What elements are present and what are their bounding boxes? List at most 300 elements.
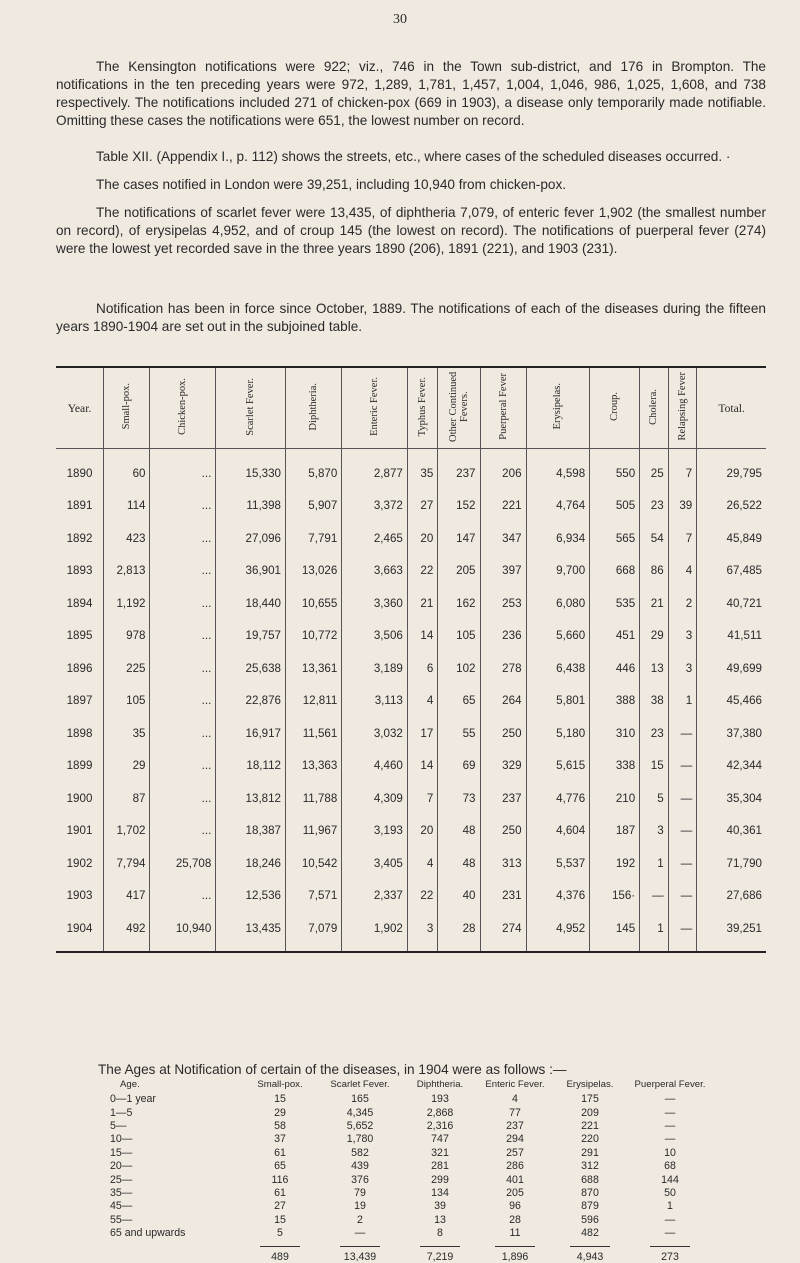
- ages-header-enteric-fever: Enteric Fever.: [485, 1079, 545, 1090]
- table-cell: 446: [590, 652, 640, 685]
- header-puerperal-fever: Puerperal Fever: [480, 367, 526, 449]
- ages-row: [110, 1173, 710, 1186]
- ages-cell: 8: [437, 1227, 443, 1240]
- ages-cell: 28: [509, 1213, 521, 1226]
- ages-row: [110, 1226, 710, 1239]
- table-cell: 11,398: [216, 490, 286, 523]
- header-year: Year.: [56, 367, 104, 449]
- table-cell: 668: [590, 555, 640, 588]
- table-cell: 4,604: [526, 815, 590, 848]
- table-cell: 29: [640, 620, 669, 653]
- ages-cell: 401: [506, 1173, 524, 1186]
- ages-header-age: Age.: [120, 1079, 140, 1090]
- ages-cell: 77: [509, 1106, 521, 1119]
- table-cell: 2,337: [342, 880, 408, 913]
- table-cell: 5,180: [526, 717, 590, 750]
- ages-cell: —: [664, 1213, 676, 1226]
- table-cell: ...: [150, 750, 216, 783]
- ages-total-cell: [630, 1240, 710, 1263]
- table-cell: 550: [590, 449, 640, 490]
- year-cell: 1901: [66, 824, 93, 838]
- header-erysipelas: Erysipelas.: [526, 367, 590, 449]
- table-cell: 221: [480, 490, 526, 523]
- table-cell: 40,361: [697, 815, 766, 848]
- table-cell: 23: [640, 490, 669, 523]
- year-cell: 1897: [66, 694, 93, 708]
- table-cell: 3,032: [342, 717, 408, 750]
- table-cell: 20: [407, 522, 437, 555]
- ages-header-small-pox: Small-pox.: [257, 1079, 303, 1090]
- table-row: [56, 652, 766, 685]
- table-cell: 36,901: [216, 555, 286, 588]
- table-cell: 7,791: [286, 522, 342, 555]
- ages-total-cell: [550, 1240, 630, 1263]
- table-cell: 4: [407, 685, 437, 718]
- ages-cell: 257: [506, 1146, 524, 1159]
- age-label: 45—: [110, 1200, 133, 1213]
- ages-cell: 221: [581, 1119, 599, 1132]
- table-row: [56, 620, 766, 653]
- table-cell: 45,466: [697, 685, 766, 718]
- table-cell: 347: [480, 522, 526, 555]
- ages-cell: 205: [506, 1186, 524, 1199]
- table-cell: 7: [668, 449, 697, 490]
- table-cell: 13,361: [286, 652, 342, 685]
- ages-cell: 2,868: [426, 1106, 454, 1119]
- table-cell: 21: [407, 587, 437, 620]
- year-cell: 1900: [66, 791, 93, 805]
- table-cell: 28: [438, 912, 480, 952]
- table-cell: 6,438: [526, 652, 590, 685]
- ages-cell: 870: [581, 1186, 599, 1199]
- ages-cell: 68: [664, 1160, 676, 1173]
- table-cell: ...: [150, 587, 216, 620]
- table-cell: 37,380: [697, 717, 766, 750]
- table-cell: 14: [407, 620, 437, 653]
- table-cell: ...: [150, 490, 216, 523]
- table-cell: 492: [104, 912, 150, 952]
- table-cell: 18,112: [216, 750, 286, 783]
- table-cell: 4,952: [526, 912, 590, 952]
- table-cell: 3: [640, 815, 669, 848]
- table-cell: 48: [438, 815, 480, 848]
- table-cell: ...: [150, 880, 216, 913]
- table-cell: 187: [590, 815, 640, 848]
- ages-row: [110, 1186, 710, 1199]
- ages-row: [110, 1146, 710, 1159]
- age-label-cell: [110, 1093, 240, 1106]
- table-cell: ...: [150, 449, 216, 490]
- header-total: Total.: [697, 367, 766, 449]
- header-cholera: Cholera.: [640, 367, 669, 449]
- table-row: [56, 815, 766, 848]
- table-cell: 5,615: [526, 750, 590, 783]
- table-cell: 48: [438, 847, 480, 880]
- ages-cell: 15: [274, 1213, 286, 1226]
- ages-cell: 61: [274, 1146, 286, 1159]
- age-label-cell: [110, 1186, 240, 1199]
- paragraph-london: The cases notified in London were 39,251, including 10,940 from chicken-pox.: [96, 177, 567, 192]
- ages-cell: 79: [354, 1186, 366, 1199]
- table-cell: 13: [640, 652, 669, 685]
- year-cell: 1904: [66, 921, 93, 935]
- table-cell: 3: [668, 652, 697, 685]
- table-cell: 39,251: [697, 912, 766, 952]
- table-cell: 274: [480, 912, 526, 952]
- table-cell: 12,536: [216, 880, 286, 913]
- table-cell: 17: [407, 717, 437, 750]
- table-cell: 7,079: [286, 912, 342, 952]
- ages-total-value: 7,219: [420, 1246, 460, 1263]
- table-cell: 105: [438, 620, 480, 653]
- header-croup: Croup.: [590, 367, 640, 449]
- ages-title: The Ages at Notification of certain of the diseases, in 1904 were as follows :—: [98, 1062, 567, 1077]
- table-cell: 1,192: [104, 587, 150, 620]
- ages-cell: 482: [581, 1227, 599, 1240]
- table-cell: 65: [438, 685, 480, 718]
- year-cell: 1903: [66, 889, 93, 903]
- ages-cell: 312: [581, 1160, 599, 1173]
- table-cell: —: [640, 880, 669, 913]
- age-label-cell: [110, 1226, 240, 1239]
- ages-row: [110, 1106, 710, 1119]
- ages-cell: 165: [351, 1093, 369, 1106]
- ages-row: [110, 1159, 710, 1172]
- ages-cell: 27: [274, 1200, 286, 1213]
- table-cell: ...: [150, 685, 216, 718]
- ages-cell: 281: [431, 1160, 449, 1173]
- ages-header-scarlet-fever: Scarlet Fever.: [330, 1079, 390, 1090]
- ages-totals-blank: [110, 1240, 240, 1263]
- table-cell: 1,902: [342, 912, 408, 952]
- table-cell: 73: [438, 782, 480, 815]
- table-row: [56, 782, 766, 815]
- table-cell: 10,542: [286, 847, 342, 880]
- table-cell: 105: [104, 685, 150, 718]
- table-cell: —: [668, 815, 697, 848]
- table-cell: 21: [640, 587, 669, 620]
- ages-row: [110, 1133, 710, 1146]
- table-cell: 6: [407, 652, 437, 685]
- ages-cell: 209: [581, 1106, 599, 1119]
- ages-cell: 13: [434, 1213, 446, 1226]
- table-cell: 7: [407, 782, 437, 815]
- table-cell: 71,790: [697, 847, 766, 880]
- table-cell: 423: [104, 522, 150, 555]
- ages-cell: 29: [274, 1106, 286, 1119]
- header-diphtheria: Diphtheria.: [286, 367, 342, 449]
- table-cell: 25,638: [216, 652, 286, 685]
- table-cell: 20: [407, 815, 437, 848]
- table-cell: 2,877: [342, 449, 408, 490]
- year-cell: 1895: [66, 629, 93, 643]
- year-cell: 1896: [66, 661, 93, 675]
- table-cell: 237: [438, 449, 480, 490]
- ages-cell: 596: [581, 1213, 599, 1226]
- year-cell: 1898: [66, 726, 93, 740]
- table-row: [56, 522, 766, 555]
- table-cell: 42,344: [697, 750, 766, 783]
- table-cell: 54: [640, 522, 669, 555]
- table-cell: 5,870: [286, 449, 342, 490]
- table-cell: 18,246: [216, 847, 286, 880]
- age-label-cell: [110, 1159, 240, 1172]
- table-cell: 11,967: [286, 815, 342, 848]
- table-cell: 35: [104, 717, 150, 750]
- table-cell: 156·: [590, 880, 640, 913]
- age-label: 55—: [110, 1213, 133, 1226]
- table-cell: 162: [438, 587, 480, 620]
- table-cell: 55: [438, 717, 480, 750]
- table-cell: 4,598: [526, 449, 590, 490]
- table-cell: 3,506: [342, 620, 408, 653]
- ages-table-body: [110, 1093, 710, 1263]
- ages-cell: 116: [271, 1173, 289, 1186]
- ages-cell: 15: [274, 1093, 286, 1106]
- table-cell: ...: [150, 522, 216, 555]
- ages-cell: 1: [667, 1200, 673, 1213]
- ages-total-value: 13,439: [340, 1246, 380, 1263]
- year-cell: 1902: [66, 856, 93, 870]
- table-cell: 27: [407, 490, 437, 523]
- table-cell: 5: [640, 782, 669, 815]
- table-cell: 4: [407, 847, 437, 880]
- ages-cell: 1,780: [346, 1133, 374, 1146]
- table-cell: 13,435: [216, 912, 286, 952]
- table-cell: 5,660: [526, 620, 590, 653]
- ages-cell: 11: [509, 1227, 521, 1240]
- year-cell: 1894: [66, 596, 93, 610]
- table-cell: ...: [150, 555, 216, 588]
- ages-cell: —: [664, 1106, 676, 1119]
- table-cell: 10,655: [286, 587, 342, 620]
- ages-header-row: [110, 1080, 710, 1093]
- table-cell: 40: [438, 880, 480, 913]
- table-cell: 4,309: [342, 782, 408, 815]
- ages-cell: —: [664, 1227, 676, 1240]
- table-cell: 253: [480, 587, 526, 620]
- ages-cell: —: [354, 1227, 366, 1240]
- table-cell: 147: [438, 522, 480, 555]
- ages-total-value: 273: [650, 1246, 690, 1263]
- table-cell: 4,764: [526, 490, 590, 523]
- table-cell: 12,811: [286, 685, 342, 718]
- ages-total-cell: [400, 1240, 480, 1263]
- table-cell: 114: [104, 490, 150, 523]
- ages-cell: 294: [506, 1133, 524, 1146]
- table-cell: 3: [668, 620, 697, 653]
- table-cell: 192: [590, 847, 640, 880]
- table-cell: 7,571: [286, 880, 342, 913]
- ages-total-value: 4,943: [570, 1246, 610, 1263]
- ages-cell: 10: [664, 1146, 676, 1159]
- ages-cell: 286: [506, 1160, 524, 1173]
- table-row: [56, 912, 766, 952]
- table-cell: 417: [104, 880, 150, 913]
- ages-cell: 237: [506, 1119, 524, 1132]
- ages-cell: 144: [661, 1173, 679, 1186]
- header-relapsing-fever: Relapsing Fever: [668, 367, 697, 449]
- ages-cell: 58: [274, 1119, 286, 1132]
- table-cell: 4,460: [342, 750, 408, 783]
- table-cell: 67,485: [697, 555, 766, 588]
- table-row: [56, 847, 766, 880]
- table-cell: —: [668, 717, 697, 750]
- table-cell: 1: [640, 912, 669, 952]
- table-header-row: [56, 367, 766, 449]
- notifications-table-body: [56, 449, 766, 952]
- table-cell: 3,663: [342, 555, 408, 588]
- table-cell: 27,096: [216, 522, 286, 555]
- table-cell: 38: [640, 685, 669, 718]
- age-label: 65 and upwards: [110, 1227, 186, 1240]
- table-cell: 11,788: [286, 782, 342, 815]
- age-label: 20—: [110, 1160, 133, 1173]
- paragraph-scarlet-fever: The notifications of scarlet fever were 13,435, of diphtheria 7,079, of enteric fever 1,902 (the smallest number on record), of erysipelas 4,952, and of croup 145 (the lowest on record). The notifications of puerperal fever (274) were the lowest yet recorded save in the three years 1890 (206), 1891 (221), and 1903 (231).: [56, 205, 766, 256]
- table-cell: 145: [590, 912, 640, 952]
- table-cell: 10,772: [286, 620, 342, 653]
- table-cell: 13,363: [286, 750, 342, 783]
- ages-cell: 299: [431, 1173, 449, 1186]
- ages-cell: 747: [431, 1133, 449, 1146]
- paragraph-table-xii: Table XII. (Appendix I., p. 112) shows the streets, etc., where cases of the scheduled diseases occurred. ·: [96, 149, 731, 164]
- ages-cell: —: [664, 1133, 676, 1146]
- table-cell: 102: [438, 652, 480, 685]
- table-cell: 2: [668, 587, 697, 620]
- table-cell: 2,813: [104, 555, 150, 588]
- table-cell: 210: [590, 782, 640, 815]
- table-cell: 35,304: [697, 782, 766, 815]
- table-cell: 388: [590, 685, 640, 718]
- table-cell: 5,537: [526, 847, 590, 880]
- ages-cell: 4,345: [346, 1106, 374, 1119]
- table-cell: —: [668, 782, 697, 815]
- table-cell: 250: [480, 717, 526, 750]
- table-cell: 1: [668, 685, 697, 718]
- year-cell: 1899: [66, 759, 93, 773]
- table-cell: 535: [590, 587, 640, 620]
- ages-cell: 193: [431, 1093, 449, 1106]
- table-cell: —: [668, 912, 697, 952]
- age-label-cell: [110, 1133, 240, 1146]
- year-cell: 1890: [66, 466, 93, 480]
- age-label: 5—: [110, 1119, 127, 1132]
- ages-totals-row: [110, 1240, 710, 1263]
- table-cell: 310: [590, 717, 640, 750]
- header-scarlet-fever: Scarlet Fever.: [216, 367, 286, 449]
- ages-row: [110, 1213, 710, 1226]
- ages-cell: 2,316: [426, 1119, 454, 1132]
- ages-table: [110, 1080, 710, 1263]
- table-row: [56, 685, 766, 718]
- table-cell: 152: [438, 490, 480, 523]
- table-cell: 27,686: [697, 880, 766, 913]
- table-cell: 29,795: [697, 449, 766, 490]
- table-cell: 3,193: [342, 815, 408, 848]
- notifications-table: [56, 366, 766, 953]
- table-cell: 45,849: [697, 522, 766, 555]
- table-cell: 3,113: [342, 685, 408, 718]
- table-cell: 338: [590, 750, 640, 783]
- table-cell: 451: [590, 620, 640, 653]
- ages-cell: 2: [357, 1213, 363, 1226]
- header-chicken-pox: Chicken-pox.: [150, 367, 216, 449]
- ages-cell: 39: [434, 1200, 446, 1213]
- table-cell: 6,934: [526, 522, 590, 555]
- table-cell: 3,360: [342, 587, 408, 620]
- paragraph-notification-since: Notification has been in force since October, 1889. The notifications of each of the diseases during the fifteen years 1890-1904 are set out in the subjoined table.: [56, 301, 766, 334]
- ages-cell: 688: [581, 1173, 599, 1186]
- table-cell: 2,465: [342, 522, 408, 555]
- ages-header-puerperal-fever: Puerperal Fever.: [634, 1079, 706, 1090]
- table-cell: 15: [640, 750, 669, 783]
- ages-cell: 291: [581, 1146, 599, 1159]
- ages-total-cell: [480, 1240, 550, 1263]
- ages-cell: 50: [664, 1186, 676, 1199]
- ages-cell: 5: [277, 1227, 283, 1240]
- table-cell: 6,080: [526, 587, 590, 620]
- year-cell: 1893: [66, 564, 93, 578]
- age-label: 15—: [110, 1146, 133, 1159]
- age-label-cell: [110, 1146, 240, 1159]
- table-cell: —: [668, 880, 697, 913]
- ages-cell: 37: [274, 1133, 286, 1146]
- header-typhus-fever: Typhus Fever.: [407, 367, 437, 449]
- table-cell: 237: [480, 782, 526, 815]
- age-label: 25—: [110, 1173, 133, 1186]
- ages-cell: 96: [509, 1200, 521, 1213]
- table-cell: 40,721: [697, 587, 766, 620]
- table-row: [56, 449, 766, 490]
- ages-cell: 220: [581, 1133, 599, 1146]
- table-cell: 22: [407, 555, 437, 588]
- age-label-cell: [110, 1106, 240, 1119]
- table-cell: 22: [407, 880, 437, 913]
- ages-cell: 5,652: [346, 1119, 374, 1132]
- table-cell: 15,330: [216, 449, 286, 490]
- table-cell: 505: [590, 490, 640, 523]
- table-cell: 978: [104, 620, 150, 653]
- header-enteric-fever: Enteric Fever.: [342, 367, 408, 449]
- table-cell: ...: [150, 620, 216, 653]
- ages-cell: —: [664, 1093, 676, 1106]
- table-cell: 4: [668, 555, 697, 588]
- table-cell: ...: [150, 782, 216, 815]
- table-cell: 23: [640, 717, 669, 750]
- table-cell: 205: [438, 555, 480, 588]
- table-row: [56, 587, 766, 620]
- table-cell: 18,440: [216, 587, 286, 620]
- ages-cell: 61: [274, 1186, 286, 1199]
- ages-row: [110, 1093, 710, 1106]
- ages-header-diphtheria: Diphtheria.: [416, 1079, 464, 1090]
- table-cell: 231: [480, 880, 526, 913]
- table-cell: 86: [640, 555, 669, 588]
- table-cell: 60: [104, 449, 150, 490]
- ages-cell: 582: [351, 1146, 369, 1159]
- ages-header-erysipelas: Erysipelas.: [566, 1079, 614, 1090]
- table-cell: 69: [438, 750, 480, 783]
- table-cell: 329: [480, 750, 526, 783]
- table-cell: ...: [150, 652, 216, 685]
- table-row: [56, 750, 766, 783]
- table-cell: 10,940: [150, 912, 216, 952]
- age-label-cell: [110, 1200, 240, 1213]
- table-cell: 35: [407, 449, 437, 490]
- paragraph-kensington: The Kensington notifications were 922; viz., 746 in the Town sub-district, and 176 in Brompton. The notifications in the ten preceding years were 972, 1,289, 1,781, 1,457, 1,004, 1,046, 986, 1,025, 1,608, and 738 respectively. The notifications included 271 of chicken-pox (669 in 1903), a disease only temporarily made notifiable. Omitting these cases the notifications were 651, the lowest number on record.: [56, 59, 766, 128]
- page-number: 30: [393, 12, 407, 27]
- table-cell: 278: [480, 652, 526, 685]
